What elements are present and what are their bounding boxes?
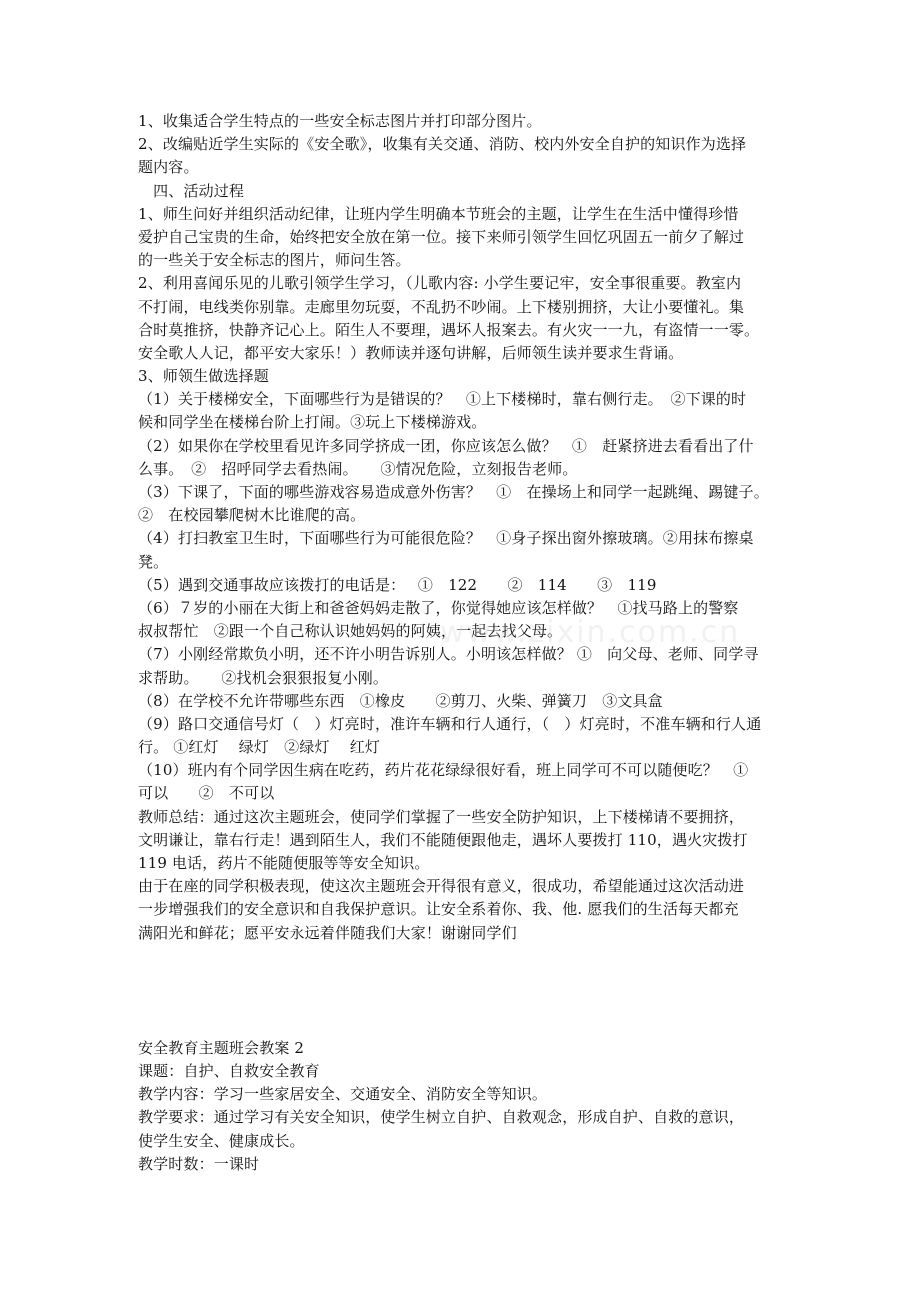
lesson-requirement: 使学生安全、健康成长。 xyxy=(138,1131,305,1150)
text-line: 题内容。 xyxy=(138,158,199,177)
closing-line: 一步增强我们的安全意识和自我保护意识。让安全系着你、我、他. 愿我们的生活每天都充 xyxy=(138,900,739,919)
watermark: www.zixin.com.cn xyxy=(440,615,741,650)
question-line: （10）班内有个同学因生病在吃药，药片花花绿绿很好看，班上同学可不可以随便吃？ ① xyxy=(138,761,749,780)
question-line: 凳。 xyxy=(138,552,169,571)
text-line: 合时莫推挤，快静齐记心上。陌生人不要理，遇坏人报案去。有火灾一一九，有盗情一一零。 xyxy=(138,320,760,339)
section-spacer xyxy=(138,945,788,1037)
text-line: 的一些关于安全标志的图片，师问生答。 xyxy=(138,251,411,270)
question-line: 候和同学坐在楼梯台阶上打闹。③玩上下楼梯游戏。 xyxy=(138,413,487,432)
section-activity-process xyxy=(138,110,788,945)
question-line: （3）下课了，下面的哪些游戏容易造成意外伤害？ ① 在操场上和同学一起跳绳、踢键子。 xyxy=(138,483,769,501)
text-line: 2、利用喜闻乐见的儿歌引领学生学习，（儿歌内容: 小学生要记牢，安全事很重要。教室内 xyxy=(138,274,742,293)
question-line: 叔叔帮忙 ②跟一个自己称认识她妈妈的阿姨，一起去找父母。 xyxy=(138,622,563,641)
document-page xyxy=(138,110,788,1176)
section-lesson-plan-2 xyxy=(138,1037,788,1176)
closing-line: 由于在座的同学积极表现，使这次主题班会开得很有意义，很成功，希望能通过这次活动进 xyxy=(138,877,745,896)
lesson-plan-title: 安全教育主题班会教案 2 xyxy=(138,1038,305,1057)
lesson-requirement: 教学要求：通过学习有关安全知识，使学生树立自护、自救观念，形成自护、自救的意识， xyxy=(138,1108,745,1127)
question-line: 求帮助。 ②找机会狠狠报复小刚。 xyxy=(138,668,389,687)
lesson-content: 教学内容：学习一些家居安全、交通安全、消防安全等知识。 xyxy=(138,1085,548,1104)
summary-line: 文明谦让，靠右行走！遇到陌生人，我们不能随便跟他走，遇坏人要拨打 110，遇火灾拨打 xyxy=(138,830,748,849)
question-line: （7）小刚经常欺负小明，还不许小明告诉别人。小明该怎样做？ ① 向父母、老师、同学寻 xyxy=(138,645,759,664)
text-line: 3、师领生做选择题 xyxy=(138,367,269,386)
section-heading: 四、活动过程 xyxy=(138,181,245,200)
text-line: 安全歌人人记，都平安大家乐！）教师读并逐句讲解，后师领生读并要求生背诵。 xyxy=(138,343,684,362)
summary-line: 教师总结：通过这次主题班会，使同学们掌握了一些安全防护知识，上下楼梯请不要拥挤， xyxy=(138,807,745,826)
text-line: 1、师生问好并组织活动纪律，让班内学生明确本节班会的主题，让学生在生活中懂得珍惜 xyxy=(138,204,739,223)
question-line: （1）关于楼梯安全，下面哪些行为是错误的？ ①上下楼梯时，靠右侧行走。 ②下课的时 xyxy=(138,390,747,409)
question-line: （2）如果你在学校里看见许多同学挤成一团，你应该怎么做？ ① 赶紧挤进去看看出了什 xyxy=(138,436,754,455)
lesson-topic: 课题：自护、自救安全教育 xyxy=(138,1061,320,1080)
text-line: 爱护自己宝贵的生命，始终把安全放在第一位。接下来师引领学生回忆巩固五一前夕了解过 xyxy=(138,227,745,246)
question-line: （5）遇到交通事故应该拨打的电话是： ① 122 ② 114 ③ 119 xyxy=(138,575,657,594)
question-line: （4）打扫教室卫生时，下面哪些行为可能很危险？ ①身子探出窗外擦玻璃。②用抹布擦桌 xyxy=(138,529,754,548)
lesson-hours: 教学时数：一课时 xyxy=(138,1154,260,1173)
text-line: 1、收集适合学生特点的一些安全标志图片并打印部分图片。 xyxy=(138,112,542,130)
question-line: 行。 ①红灯 绿灯 ②绿灯 红灯 xyxy=(138,738,381,757)
text-line: 不打闹，电线类你别靠。走廊里勿玩耍，不乱扔不吵闹。上下楼别拥挤，大让小要懂礼。集 xyxy=(138,297,745,316)
text-line: 2、改编贴近学生实际的《安全歌》，收集有关交通、消防、校内外安全自护的知识作为选择 xyxy=(138,135,747,154)
summary-line: 119 电话，药片不能随便服等等安全知识。 xyxy=(138,854,430,872)
question-line: 么事。 ② 招呼同学去看热闹。 ③情况危险，立刻报告老师。 xyxy=(138,459,578,478)
question-line: （6）７岁的小丽在大街上和爸爸妈妈走散了，你觉得她应该怎样做？ ①找马路上的警察 xyxy=(138,598,739,617)
closing-line: 满阳光和鲜花；愿平安永远着伴随我们大家！谢谢同学们 xyxy=(138,923,517,942)
question-line: （8）在学校不允许带哪些东西 ①橡皮 ②剪刀、火柴、弹簧刀 ③文具盒 xyxy=(138,691,663,710)
question-line: 可以 ② 不可以 xyxy=(138,784,275,803)
question-line: ② 在校园攀爬树木比谁爬的高。 xyxy=(138,506,366,525)
question-line: （9）路口交通信号灯（ ）灯亮时，准许车辆和行人通行，（ ）灯亮时，不准车辆和行人通 xyxy=(138,714,762,733)
